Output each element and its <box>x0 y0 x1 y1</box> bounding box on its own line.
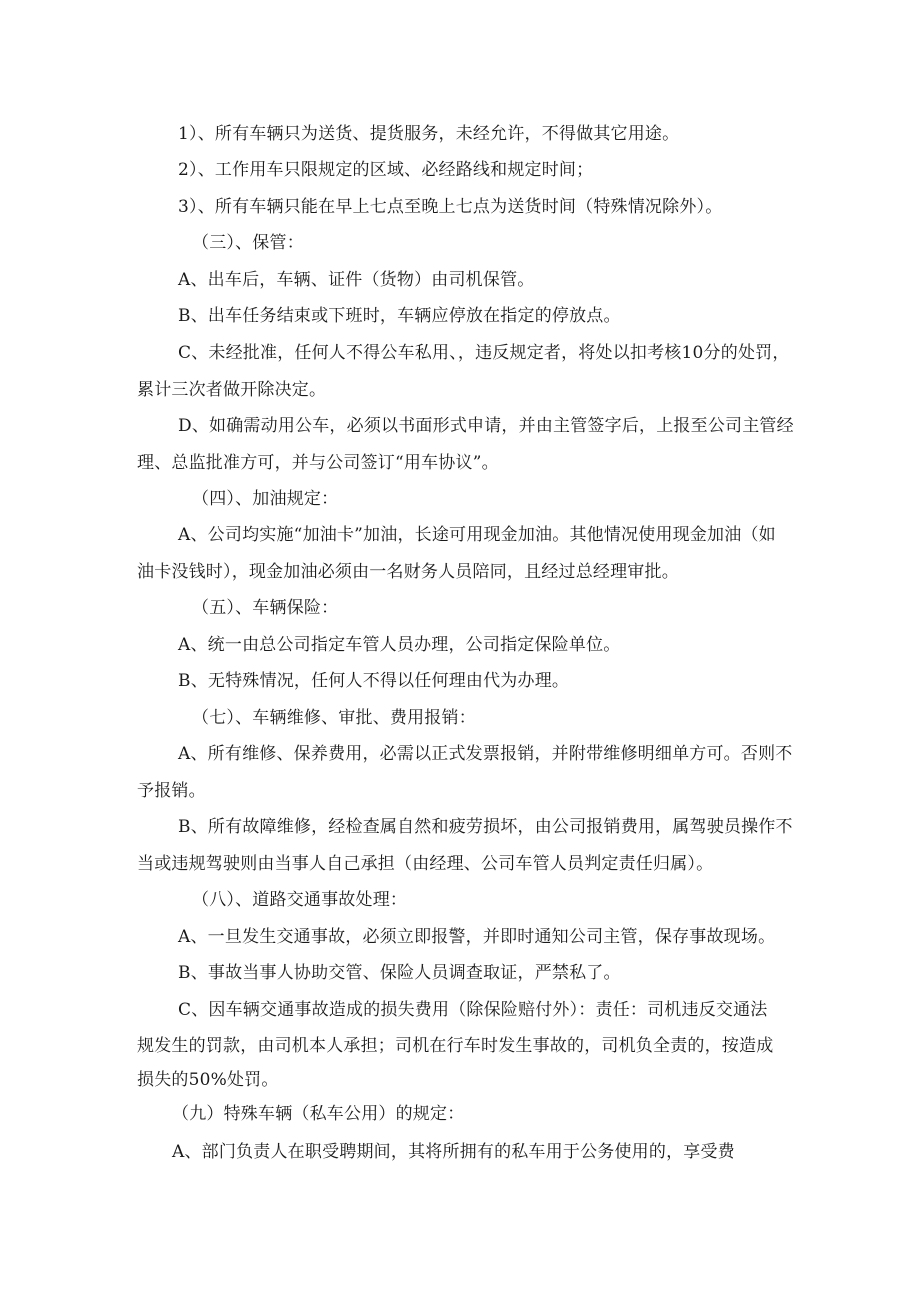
section-heading: （四）、加油规定： <box>192 489 339 509</box>
text-line: A、一旦发生交通事故，必须立即报警，并即时通知公司主管，保存事故现场。 <box>178 927 776 947</box>
text-line: C、未经批准，任何人不得公车私用、，违反规定者，将处以扣考核10分的处罚， <box>178 343 790 363</box>
section-heading: （八）、道路交通事故处理： <box>192 890 408 910</box>
section-heading: （五）、车辆保险： <box>192 598 339 618</box>
text-line: 当或违规驾驶则由当事人自己承担（由经理、公司车管人员判定责任归属）。 <box>137 854 714 874</box>
text-line: A、统一由总公司指定车管人员办理，公司指定保险单位。 <box>178 635 621 655</box>
text-line: B、无特殊情况，任何人不得以任何理由代为办理。 <box>178 671 570 691</box>
text-line: 3）、所有车辆只能在早上七点至晚上七点为送货时间（特殊情况除外）。 <box>178 197 723 217</box>
section-heading: （七）、车辆维修、审批、费用报销： <box>192 708 476 728</box>
text-line: C、因车辆交通事故造成的损失费用（除保险赔付外）：责任：司机违反交通法 <box>178 1000 768 1020</box>
text-line: B、事故当事人协助交管、保险人员调查取证，严禁私了。 <box>178 963 621 983</box>
text-line: D、如确需动用公车，必须以书面形式申请，并由主管签字后，上报至公司主管经 <box>178 416 794 436</box>
text-line: B、所有故障维修，经检查属自然和疲劳损坏，由公司报销费用，属驾驶员操作不 <box>178 817 793 837</box>
text-line: 损失的50%处罚。 <box>137 1070 279 1090</box>
text-line: 理、总监批准方可，并与公司签订“用车协议”。 <box>137 453 499 473</box>
text-line: 2）、工作用车只限规定的区域、必经路线和规定时间； <box>178 160 594 180</box>
text-line: 规发生的罚款，由司机本人承担；司机在行车时发生事故的，司机负全责的，按造成 <box>137 1036 774 1056</box>
text-line: 1）、所有车辆只为送货、提货服务，未经允许，不得做其它用途。 <box>178 124 680 144</box>
section-heading: （三）、保管： <box>192 233 304 253</box>
text-line: A、部门负责人在职受聘期间，其将所拥有的私车用于公务使用的，享受费 <box>172 1142 735 1162</box>
text-line: 累计三次者做开除决定。 <box>137 380 327 400</box>
text-line: A、出车后，车辆、证件（货物）由司机保管。 <box>178 270 535 290</box>
text-line: B、出车任务结束或下班时，车辆应停放在指定的停放点。 <box>178 306 621 326</box>
section-heading: （九）特殊车辆（私车公用）的规定： <box>172 1104 465 1124</box>
text-line: 予报销。 <box>137 781 206 801</box>
text-line: A、公司均实施“加油卡”加油，长途可用现金加油。其他情况使用现金加油（如 <box>178 525 776 545</box>
text-line: A、所有维修、保养费用，必需以正式发票报销，并附带维修明细单方可。否则不 <box>178 744 793 764</box>
text-line: 油卡没钱时），现金加油必须由一名财务人员陪同，且经过总经理审批。 <box>137 562 679 582</box>
